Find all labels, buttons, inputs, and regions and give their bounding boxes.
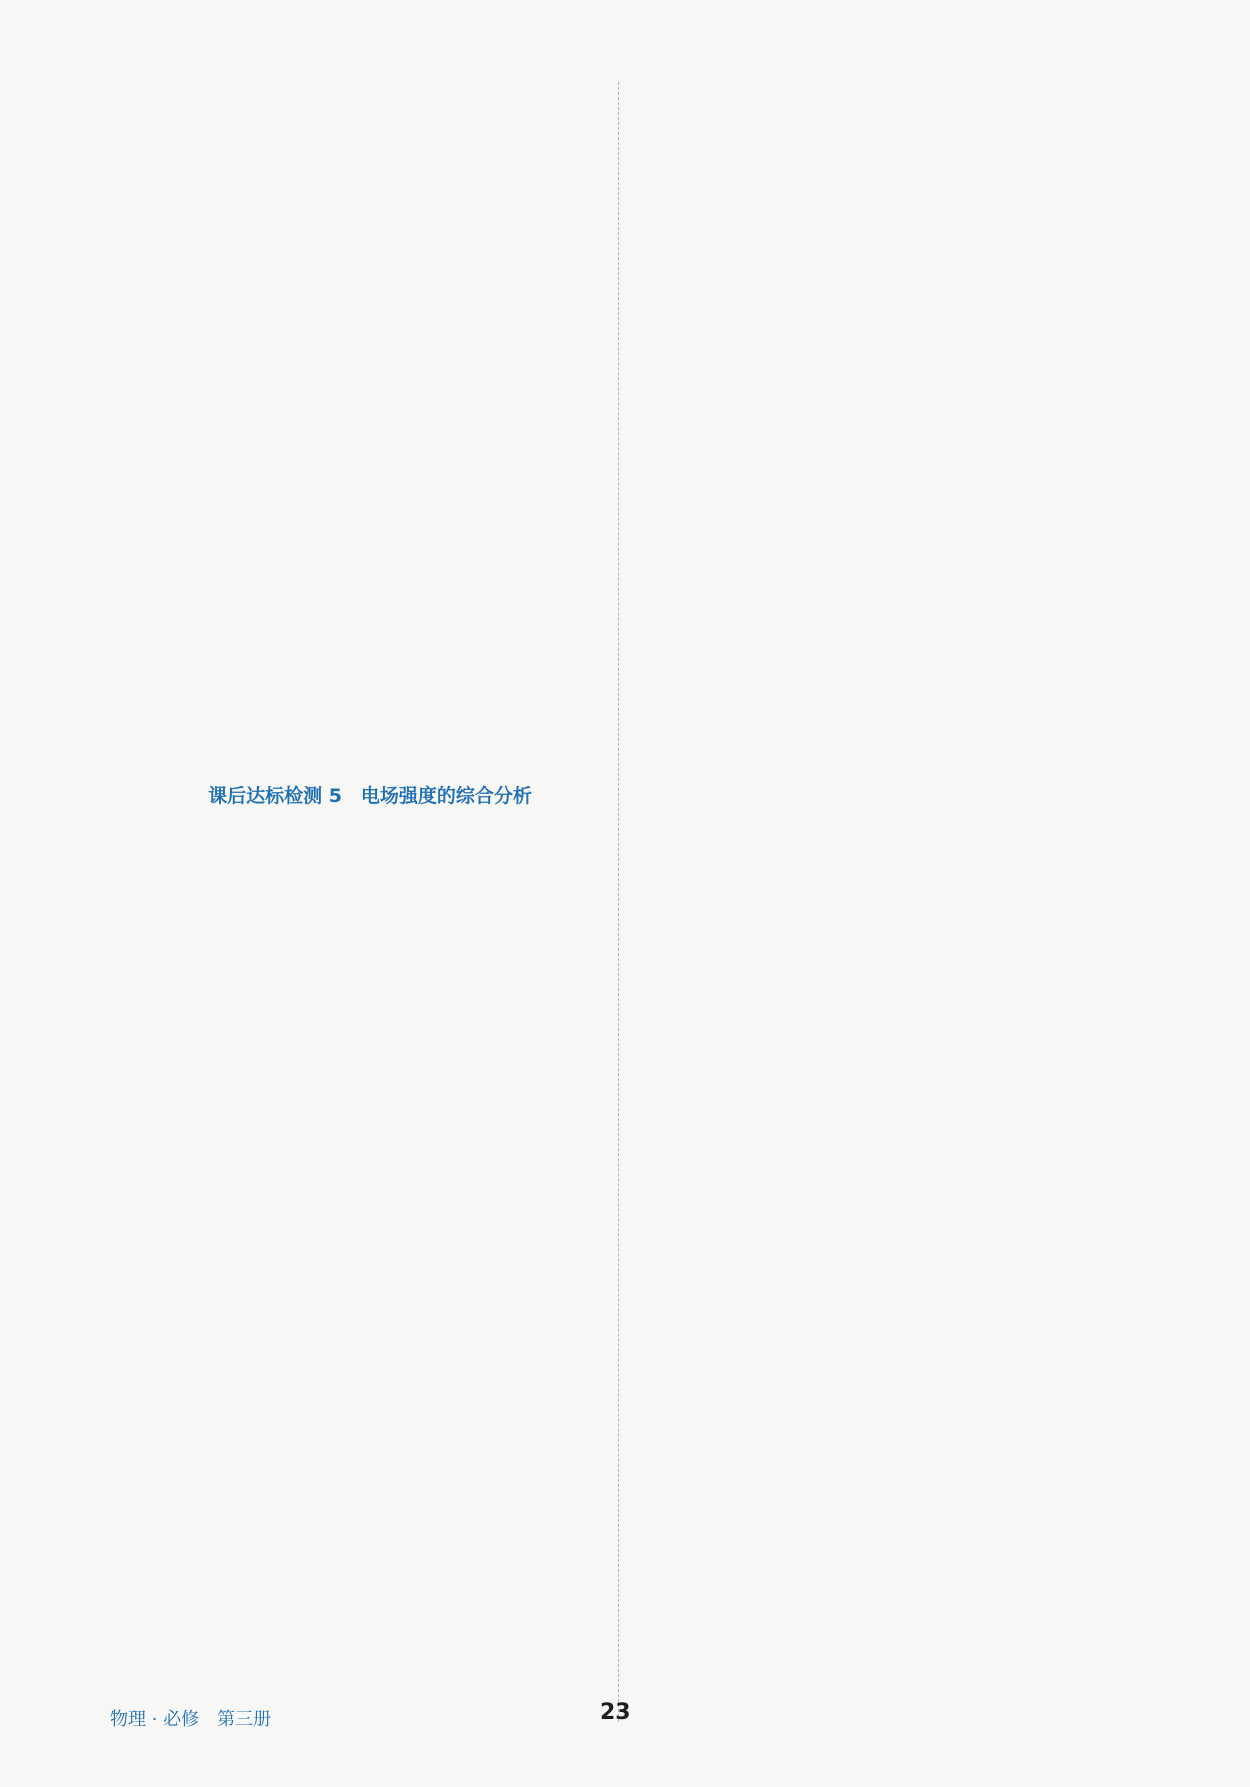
text-line — [110, 442, 630, 478]
text-line — [640, 766, 1160, 802]
text-line — [640, 658, 1160, 694]
text-line — [110, 1042, 630, 1078]
text-line — [110, 1618, 630, 1654]
column-divider — [618, 82, 619, 1722]
text-line — [110, 1114, 630, 1150]
text-line — [110, 826, 630, 862]
text-line — [110, 154, 630, 190]
text-line — [640, 514, 1160, 550]
page-number: 23 — [600, 1700, 631, 1725]
text-line — [640, 1198, 1160, 1234]
text-line — [110, 478, 630, 514]
text-line — [640, 1450, 1160, 1486]
book-title-footer: 物理 · 必修 第三册 — [110, 1709, 272, 1730]
text-line — [110, 1294, 630, 1330]
text-line — [110, 862, 630, 898]
text-line — [640, 118, 1160, 154]
left-column — [110, 82, 630, 1654]
text-line — [110, 1438, 630, 1474]
text-line — [640, 1270, 1160, 1306]
text-line — [110, 82, 630, 118]
text-line — [640, 1342, 1160, 1378]
text-line — [640, 442, 1160, 478]
text-line — [640, 82, 1160, 118]
text-line — [640, 802, 1160, 838]
text-line — [640, 1054, 1160, 1090]
text-line — [640, 838, 1160, 874]
text-line — [110, 1078, 630, 1114]
text-line — [640, 298, 1160, 334]
text-line — [640, 262, 1160, 298]
text-line — [640, 1162, 1160, 1198]
text-line — [640, 586, 1160, 622]
text-line — [110, 1222, 630, 1258]
section-title: 课后达标检测 5 电场强度的综合分析 — [208, 785, 532, 807]
text-line — [110, 118, 630, 154]
text-line — [110, 298, 630, 334]
text-line — [640, 190, 1160, 226]
text-line — [110, 514, 630, 550]
text-line — [110, 586, 630, 622]
text-line — [640, 370, 1160, 406]
text-line — [640, 982, 1160, 1018]
text-line — [110, 1402, 630, 1438]
text-line — [110, 1150, 630, 1186]
text-line — [110, 190, 630, 226]
text-line — [640, 334, 1160, 370]
text-line — [110, 262, 630, 298]
text-line — [640, 478, 1160, 514]
text-line — [110, 406, 630, 442]
text-line — [110, 1186, 630, 1222]
text-line — [110, 934, 630, 970]
text-line — [640, 550, 1160, 586]
text-line — [110, 334, 630, 370]
text-line — [110, 370, 630, 406]
text-line — [110, 1006, 630, 1042]
text-line — [110, 694, 630, 730]
text-line — [640, 946, 1160, 982]
text-line — [110, 1366, 630, 1402]
text-line — [640, 226, 1160, 262]
right-column — [640, 82, 1160, 1558]
text-line — [110, 970, 630, 1006]
text-line — [110, 1330, 630, 1366]
text-line — [640, 1090, 1160, 1126]
text-line — [640, 406, 1160, 442]
text-line — [110, 226, 630, 262]
text-line — [640, 1018, 1160, 1054]
text-line — [640, 874, 1160, 910]
text-line — [640, 1486, 1160, 1522]
text-line — [110, 550, 630, 586]
text-line — [640, 1234, 1160, 1270]
text-line — [110, 1510, 630, 1546]
text-line — [110, 622, 630, 658]
text-line — [110, 898, 630, 934]
text-line — [640, 910, 1160, 946]
text-line — [640, 1522, 1160, 1558]
text-line — [110, 1474, 630, 1510]
text-line — [640, 154, 1160, 190]
text-line — [110, 730, 630, 766]
text-line — [110, 1258, 630, 1294]
text-line — [640, 694, 1160, 730]
text-line — [110, 1582, 630, 1618]
text-line — [640, 1126, 1160, 1162]
text-line — [640, 730, 1160, 766]
text-line — [640, 1378, 1160, 1414]
text-line — [640, 1414, 1160, 1450]
text-line — [640, 1306, 1160, 1342]
text-line — [640, 622, 1160, 658]
text-line — [110, 658, 630, 694]
text-line — [110, 1546, 630, 1582]
